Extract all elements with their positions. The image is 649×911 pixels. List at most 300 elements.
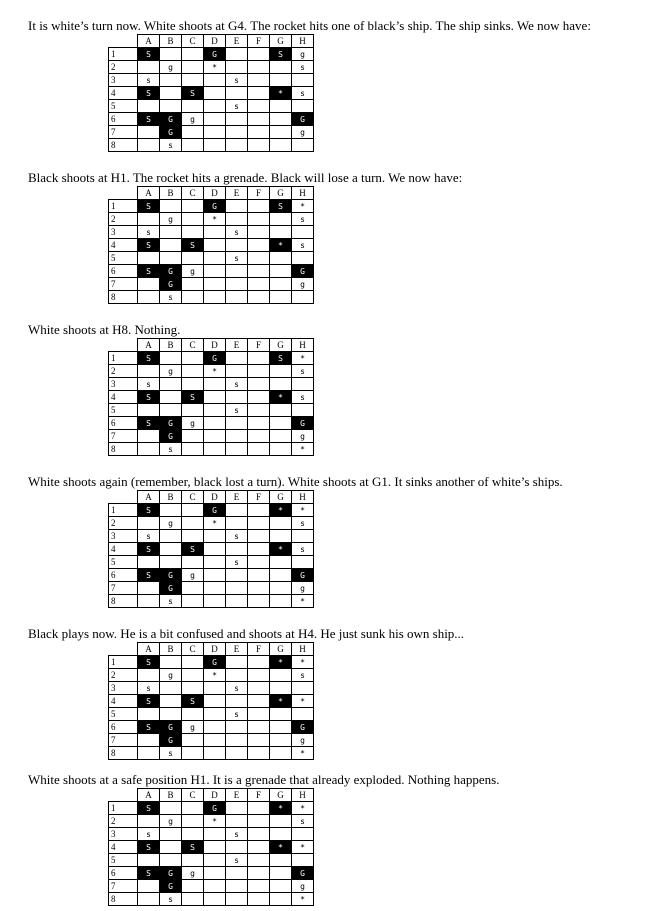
grid-cell — [270, 582, 292, 595]
grid-cell: g — [292, 48, 314, 61]
grid-cell: G — [204, 802, 226, 815]
column-header: B — [160, 643, 182, 656]
column-header: A — [138, 789, 160, 802]
row-header: 4 — [109, 87, 138, 100]
grid-cell: G — [204, 504, 226, 517]
grid-cell — [226, 61, 248, 74]
grid-cell: g — [160, 213, 182, 226]
grid-cell: G — [160, 569, 182, 582]
board-caption: White shoots again (remember, black lost a turn). White shoots at G1. It sinks another of white’s ships. — [28, 474, 563, 489]
grid-row — [109, 815, 314, 828]
grid-cell — [160, 404, 182, 417]
grid-cell — [248, 100, 270, 113]
grid-row — [109, 854, 314, 867]
column-header: H — [292, 339, 314, 352]
grid-cell — [138, 747, 160, 760]
grid-cell — [248, 708, 270, 721]
column-header: D — [204, 643, 226, 656]
grid-cell: s — [226, 74, 248, 87]
grid-cell — [204, 569, 226, 582]
row-header: 8 — [109, 139, 138, 152]
grid-cell — [226, 893, 248, 906]
row-header: 5 — [109, 252, 138, 265]
row-header: 4 — [109, 841, 138, 854]
grid-cell: G — [160, 430, 182, 443]
column-header: F — [248, 187, 270, 200]
grid-cell — [248, 352, 270, 365]
column-header: B — [160, 789, 182, 802]
board-caption: Black plays now. He is a bit confused and shoots at H4. He just sunk his own ship... — [28, 626, 465, 641]
grid-cell — [138, 734, 160, 747]
grid-cell: G — [292, 417, 314, 430]
grid-cell — [270, 265, 292, 278]
grid-cell: * — [270, 391, 292, 404]
row-header: 4 — [109, 239, 138, 252]
grid-cell — [248, 87, 270, 100]
grid-cell — [248, 893, 270, 906]
grid-row — [109, 828, 314, 841]
grid-cell — [226, 802, 248, 815]
grid-cell — [270, 517, 292, 530]
column-header: F — [248, 789, 270, 802]
grid-cell — [226, 87, 248, 100]
grid-cell — [270, 880, 292, 893]
grid-cell: s — [160, 291, 182, 304]
grid-cell — [226, 139, 248, 152]
grid-cell — [182, 126, 204, 139]
grid-cell — [270, 854, 292, 867]
grid-cell — [204, 734, 226, 747]
grid-cell: s — [226, 556, 248, 569]
grid-cell: s — [292, 365, 314, 378]
grid-cell — [248, 365, 270, 378]
grid-cell: g — [292, 278, 314, 291]
grid-cell — [160, 802, 182, 815]
grid-cell — [270, 556, 292, 569]
grid-cell — [204, 893, 226, 906]
column-header: E — [226, 339, 248, 352]
row-header: 1 — [109, 200, 138, 213]
column-header: G — [270, 187, 292, 200]
grid-cell — [204, 708, 226, 721]
column-header: C — [182, 643, 204, 656]
grid-cell — [138, 893, 160, 906]
grid-cell — [204, 880, 226, 893]
column-header: A — [138, 643, 160, 656]
column-header: E — [226, 187, 248, 200]
grid-cell — [248, 656, 270, 669]
grid-cell — [160, 695, 182, 708]
grid-row — [109, 841, 314, 854]
grid-cell — [160, 391, 182, 404]
grid-row — [109, 695, 314, 708]
grid-cell: S — [138, 695, 160, 708]
grid-cell — [204, 556, 226, 569]
grid-cell — [292, 556, 314, 569]
grid-cell: s — [226, 708, 248, 721]
grid-cell — [270, 682, 292, 695]
grid-cell: s — [138, 530, 160, 543]
row-header: 6 — [109, 265, 138, 278]
grid-cell — [138, 595, 160, 608]
grid-cell: S — [138, 504, 160, 517]
grid-cell: * — [292, 656, 314, 669]
column-header: D — [204, 789, 226, 802]
grid-cell — [182, 352, 204, 365]
grid-cell — [182, 815, 204, 828]
row-header: 2 — [109, 61, 138, 74]
grid-cell: g — [182, 265, 204, 278]
row-header: 2 — [109, 213, 138, 226]
grid-cell — [226, 443, 248, 456]
row-header: 8 — [109, 291, 138, 304]
row-header: 5 — [109, 404, 138, 417]
grid-cell — [182, 734, 204, 747]
grid-cell — [138, 708, 160, 721]
grid-cell: s — [226, 404, 248, 417]
grid-cell — [292, 682, 314, 695]
grid-corner — [109, 187, 138, 200]
grid-cell: G — [160, 734, 182, 747]
grid-cell — [248, 828, 270, 841]
grid-cell — [182, 74, 204, 87]
row-header: 7 — [109, 734, 138, 747]
grid-cell: s — [160, 139, 182, 152]
grid-row — [109, 391, 314, 404]
grid-cell — [270, 213, 292, 226]
grid-cell — [270, 721, 292, 734]
row-header: 8 — [109, 893, 138, 906]
grid-row — [109, 74, 314, 87]
grid-cell — [292, 100, 314, 113]
grid-cell — [204, 278, 226, 291]
grid-cell: S — [138, 569, 160, 582]
grid-cell — [138, 213, 160, 226]
grid-corner — [109, 789, 138, 802]
grid-cell: * — [292, 695, 314, 708]
row-header: 3 — [109, 74, 138, 87]
column-header: F — [248, 35, 270, 48]
grid-cell — [204, 378, 226, 391]
grid-cell — [248, 226, 270, 239]
grid-cell: g — [160, 669, 182, 682]
grid-cell — [270, 747, 292, 760]
board-caption: It is white’s turn now. White shoots at G4. The rocket hits one of black’s ship. The ship sinks. We now have: — [28, 18, 591, 33]
grid-cell: s — [160, 443, 182, 456]
row-header: 7 — [109, 880, 138, 893]
grid-cell — [292, 854, 314, 867]
grid-row — [109, 378, 314, 391]
grid-cell: G — [292, 113, 314, 126]
row-header: 4 — [109, 391, 138, 404]
grid-cell — [204, 391, 226, 404]
grid-cell — [204, 87, 226, 100]
column-header: D — [204, 491, 226, 504]
board-caption: Black shoots at H1. The rocket hits a grenade. Black will lose a turn. We now have: — [28, 170, 463, 185]
row-header: 3 — [109, 828, 138, 841]
grid-cell: S — [138, 867, 160, 880]
grid-cell: * — [204, 365, 226, 378]
grid-corner — [109, 643, 138, 656]
grid-cell — [292, 291, 314, 304]
grid-cell — [226, 517, 248, 530]
grid-cell — [270, 734, 292, 747]
grid-cell: * — [292, 841, 314, 854]
grid-cell — [270, 404, 292, 417]
column-header: C — [182, 789, 204, 802]
grid-cell — [248, 802, 270, 815]
grid-cell — [292, 226, 314, 239]
row-header: 2 — [109, 365, 138, 378]
grid-cell — [226, 656, 248, 669]
column-header: F — [248, 491, 270, 504]
grid-cell — [270, 278, 292, 291]
grid-cell — [248, 543, 270, 556]
row-header: 6 — [109, 113, 138, 126]
grid-cell — [160, 828, 182, 841]
row-header: 6 — [109, 417, 138, 430]
grid-cell — [138, 126, 160, 139]
grid-cell — [270, 113, 292, 126]
grid-cell: S — [138, 543, 160, 556]
column-header: C — [182, 339, 204, 352]
game-board-grid — [108, 490, 314, 608]
grid-cell — [204, 404, 226, 417]
grid-cell: g — [292, 880, 314, 893]
grid-cell — [270, 530, 292, 543]
grid-row — [109, 87, 314, 100]
column-header: B — [160, 339, 182, 352]
grid-cell — [138, 443, 160, 456]
grid-cell: g — [292, 126, 314, 139]
grid-cell — [138, 430, 160, 443]
grid-cell — [182, 378, 204, 391]
grid-cell: G — [292, 721, 314, 734]
grid-cell: s — [226, 252, 248, 265]
grid-cell — [226, 291, 248, 304]
grid-cell: S — [138, 113, 160, 126]
grid-cell: g — [292, 582, 314, 595]
grid-cell — [248, 854, 270, 867]
grid-cell: * — [270, 656, 292, 669]
grid-row — [109, 291, 314, 304]
grid-row — [109, 734, 314, 747]
grid-cell: * — [292, 802, 314, 815]
grid-cell: G — [204, 200, 226, 213]
grid-row — [109, 543, 314, 556]
grid-cell — [248, 595, 270, 608]
grid-cell — [226, 721, 248, 734]
grid-cell — [204, 828, 226, 841]
grid-cell — [292, 74, 314, 87]
column-header: D — [204, 187, 226, 200]
grid-cell: s — [138, 74, 160, 87]
column-header: H — [292, 35, 314, 48]
grid-cell: G — [204, 48, 226, 61]
grid-row — [109, 430, 314, 443]
grid-cell — [270, 291, 292, 304]
grid-cell: s — [138, 378, 160, 391]
grid-cell: G — [292, 569, 314, 582]
grid-row — [109, 113, 314, 126]
column-header: A — [138, 339, 160, 352]
grid-cell: g — [182, 721, 204, 734]
grid-cell — [226, 815, 248, 828]
grid-cell — [160, 378, 182, 391]
grid-cell — [160, 543, 182, 556]
grid-cell — [226, 352, 248, 365]
row-header: 8 — [109, 443, 138, 456]
grid-cell — [204, 239, 226, 252]
grid-cell: G — [160, 113, 182, 126]
grid-cell: S — [182, 543, 204, 556]
grid-cell — [160, 352, 182, 365]
grid-cell: * — [292, 443, 314, 456]
grid-cell — [226, 430, 248, 443]
grid-cell — [160, 854, 182, 867]
row-header: 3 — [109, 530, 138, 543]
column-header: G — [270, 643, 292, 656]
game-board-grid — [108, 34, 314, 152]
grid-cell — [138, 404, 160, 417]
grid-cell — [204, 417, 226, 430]
grid-cell — [204, 443, 226, 456]
grid-cell — [270, 365, 292, 378]
grid-cell — [270, 708, 292, 721]
board-caption: White shoots at a safe position H1. It is a grenade that already exploded. Nothing happens. — [28, 772, 500, 787]
grid-cell — [270, 226, 292, 239]
grid-cell — [270, 100, 292, 113]
grid-cell — [204, 113, 226, 126]
grid-row — [109, 708, 314, 721]
grid-cell — [182, 404, 204, 417]
grid-cell — [292, 708, 314, 721]
grid-cell — [248, 669, 270, 682]
grid-cell — [182, 365, 204, 378]
grid-row — [109, 404, 314, 417]
grid-cell: s — [226, 530, 248, 543]
grid-cell — [270, 252, 292, 265]
column-header: B — [160, 187, 182, 200]
grid-corner — [109, 491, 138, 504]
grid-cell: * — [204, 815, 226, 828]
column-header: F — [248, 339, 270, 352]
grid-cell — [160, 504, 182, 517]
grid-cell — [248, 200, 270, 213]
grid-row — [109, 682, 314, 695]
grid-row — [109, 61, 314, 74]
grid-cell: * — [270, 239, 292, 252]
grid-cell: * — [292, 893, 314, 906]
grid-cell: * — [270, 695, 292, 708]
grid-row — [109, 139, 314, 152]
row-header: 8 — [109, 747, 138, 760]
row-header: 3 — [109, 378, 138, 391]
grid-cell — [182, 226, 204, 239]
row-header: 1 — [109, 48, 138, 61]
grid-cell — [182, 828, 204, 841]
grid-cell: S — [182, 239, 204, 252]
row-header: 1 — [109, 802, 138, 815]
grid-cell — [138, 854, 160, 867]
grid-cell — [270, 828, 292, 841]
grid-cell — [204, 100, 226, 113]
row-header: 1 — [109, 352, 138, 365]
grid-cell — [204, 854, 226, 867]
grid-cell — [226, 582, 248, 595]
grid-cell — [270, 443, 292, 456]
grid-cell — [248, 695, 270, 708]
grid-cell — [248, 378, 270, 391]
grid-cell: G — [160, 582, 182, 595]
grid-row — [109, 213, 314, 226]
grid-cell: S — [138, 802, 160, 815]
grid-cell — [182, 213, 204, 226]
column-header: A — [138, 491, 160, 504]
grid-cell — [182, 556, 204, 569]
grid-corner — [109, 35, 138, 48]
column-header: G — [270, 339, 292, 352]
grid-cell — [248, 867, 270, 880]
grid-cell — [182, 517, 204, 530]
row-header: 2 — [109, 517, 138, 530]
grid-cell — [160, 74, 182, 87]
grid-cell — [226, 569, 248, 582]
grid-cell: S — [138, 87, 160, 100]
grid-cell: S — [138, 391, 160, 404]
grid-cell — [160, 252, 182, 265]
grid-cell: S — [182, 841, 204, 854]
grid-cell — [270, 893, 292, 906]
grid-row — [109, 569, 314, 582]
grid-cell — [248, 139, 270, 152]
grid-cell: S — [182, 87, 204, 100]
grid-cell: S — [138, 417, 160, 430]
grid-cell: G — [204, 656, 226, 669]
grid-cell — [226, 278, 248, 291]
column-header: H — [292, 491, 314, 504]
grid-cell — [182, 430, 204, 443]
game-board-grid — [108, 338, 314, 456]
grid-cell — [270, 430, 292, 443]
grid-cell — [182, 504, 204, 517]
grid-cell — [226, 695, 248, 708]
column-header: E — [226, 35, 248, 48]
row-header: 8 — [109, 595, 138, 608]
grid-cell — [270, 61, 292, 74]
grid-cell — [292, 378, 314, 391]
grid-cell: * — [270, 841, 292, 854]
grid-cell: s — [292, 669, 314, 682]
grid-cell: S — [138, 352, 160, 365]
grid-cell — [248, 682, 270, 695]
grid-cell — [138, 139, 160, 152]
grid-cell — [182, 893, 204, 906]
grid-cell: S — [138, 265, 160, 278]
grid-cell — [204, 126, 226, 139]
grid-cell: s — [226, 100, 248, 113]
row-header: 6 — [109, 867, 138, 880]
grid-cell: S — [270, 200, 292, 213]
grid-cell — [182, 880, 204, 893]
grid-cell: * — [204, 669, 226, 682]
grid-cell: g — [160, 61, 182, 74]
grid-cell: s — [292, 61, 314, 74]
grid-cell — [226, 113, 248, 126]
column-header: D — [204, 35, 226, 48]
grid-cell — [226, 841, 248, 854]
grid-cell — [204, 867, 226, 880]
